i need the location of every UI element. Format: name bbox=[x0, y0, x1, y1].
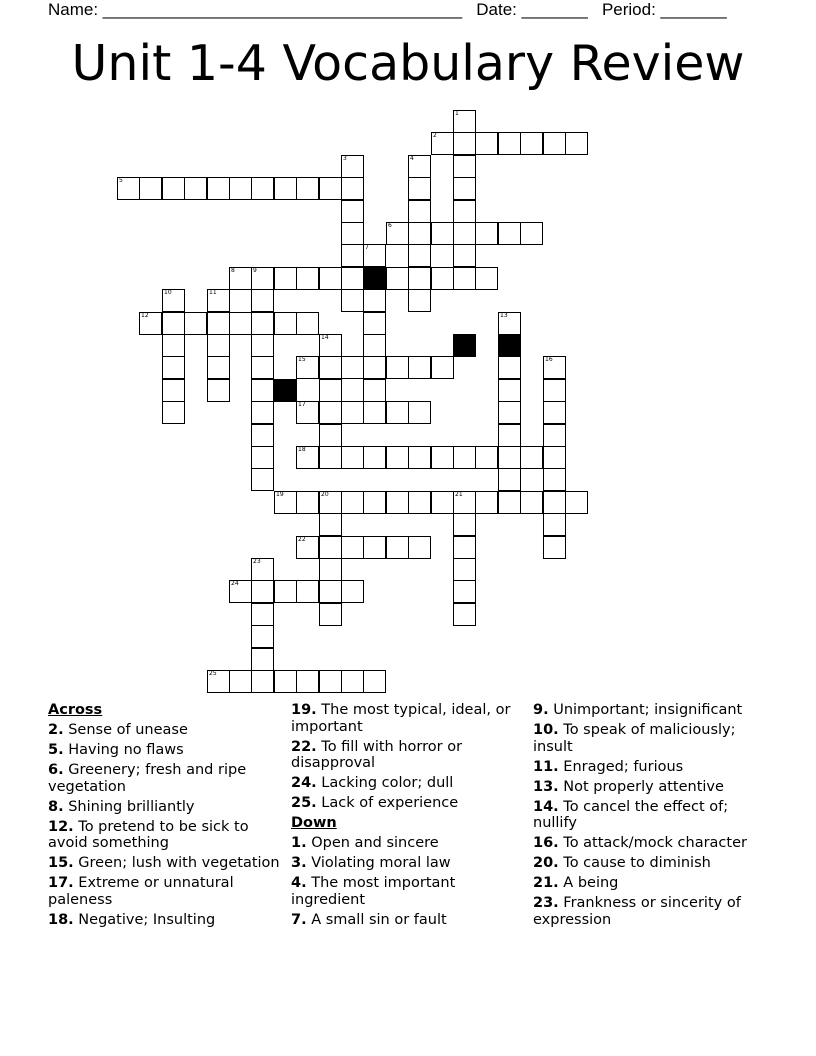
crossword-cell[interactable] bbox=[453, 200, 476, 223]
crossword-cell[interactable] bbox=[543, 536, 566, 559]
crossword-cell[interactable] bbox=[543, 356, 566, 379]
clue-across-6: 6. Greenery; fresh and ripe vegetation bbox=[48, 761, 247, 795]
crossword-cell[interactable] bbox=[431, 222, 454, 245]
crossword-cell[interactable] bbox=[498, 468, 521, 491]
crossword-cell[interactable] bbox=[341, 446, 364, 469]
crossword-cell[interactable] bbox=[386, 536, 409, 559]
crossword-cell[interactable] bbox=[543, 468, 566, 491]
crossword-cell[interactable] bbox=[139, 177, 162, 200]
crossword-cell[interactable] bbox=[498, 401, 521, 424]
crossword-cell[interactable] bbox=[296, 312, 319, 335]
crossword-cell[interactable] bbox=[229, 312, 252, 335]
crossword-cell[interactable] bbox=[363, 379, 386, 402]
crossword-cell[interactable] bbox=[520, 446, 543, 469]
clue-number: 7 bbox=[365, 244, 369, 251]
crossword-cell[interactable] bbox=[184, 177, 207, 200]
crossword-cell[interactable] bbox=[319, 513, 342, 536]
across-heading: Across bbox=[48, 702, 103, 718]
clue-number: 4 bbox=[410, 155, 414, 162]
crossword-cell[interactable] bbox=[296, 177, 319, 200]
crossword-block bbox=[453, 334, 476, 357]
crossword-cell[interactable] bbox=[386, 267, 409, 290]
clue-number: 19 bbox=[276, 491, 284, 498]
clue-down-14: 14. To cancel the effect of; nullify bbox=[533, 798, 729, 832]
crossword-cell[interactable] bbox=[251, 625, 274, 648]
crossword-cell[interactable] bbox=[565, 491, 588, 514]
crossword-cell[interactable] bbox=[475, 446, 498, 469]
crossword-cell[interactable] bbox=[274, 312, 297, 335]
clue-down-21: 21. A being bbox=[533, 875, 619, 892]
crossword-cell[interactable] bbox=[565, 132, 588, 155]
crossword-cell[interactable] bbox=[296, 401, 319, 424]
crossword-cell[interactable] bbox=[386, 446, 409, 469]
crossword-cell[interactable] bbox=[475, 491, 498, 514]
crossword-cell[interactable] bbox=[498, 424, 521, 447]
crossword-cell[interactable] bbox=[251, 177, 274, 200]
crossword-cell[interactable] bbox=[207, 177, 230, 200]
crossword-cell[interactable] bbox=[520, 222, 543, 245]
clue-number: 12 bbox=[141, 312, 149, 319]
crossword-cell[interactable] bbox=[274, 267, 297, 290]
clue-column-2 bbox=[291, 702, 519, 932]
crossword-cell[interactable] bbox=[520, 491, 543, 514]
crossword-cell[interactable] bbox=[498, 356, 521, 379]
crossword-cell[interactable] bbox=[229, 177, 252, 200]
clue-number: 9 bbox=[253, 267, 257, 274]
crossword-cell[interactable] bbox=[408, 244, 431, 267]
crossword-cell[interactable] bbox=[274, 491, 297, 514]
clue-down-10: 10. To speak of maliciously; insult bbox=[533, 721, 736, 755]
crossword-cell[interactable] bbox=[453, 491, 476, 514]
page-title: Unit 1-4 Vocabulary Review bbox=[71, 35, 745, 92]
crossword-cell[interactable] bbox=[319, 580, 342, 603]
crossword-cell[interactable] bbox=[319, 267, 342, 290]
crossword-cell[interactable] bbox=[162, 312, 185, 335]
crossword-cell[interactable] bbox=[207, 670, 230, 693]
crossword-cell[interactable] bbox=[408, 200, 431, 223]
clue-number: 3 bbox=[343, 155, 347, 162]
clue-number: 25 bbox=[209, 670, 217, 677]
crossword-cell[interactable] bbox=[475, 267, 498, 290]
clue-down-11: 11. Enraged; furious bbox=[533, 758, 684, 775]
crossword-cell[interactable] bbox=[408, 356, 431, 379]
clue-number: 8 bbox=[231, 267, 235, 274]
clue-number: 18 bbox=[298, 446, 306, 453]
crossword-cell[interactable] bbox=[251, 379, 274, 402]
crossword-cell[interactable] bbox=[408, 267, 431, 290]
crossword-cell[interactable] bbox=[319, 491, 342, 514]
crossword-cell[interactable] bbox=[229, 670, 252, 693]
clue-down-9: 9. Unimportant; insignificant bbox=[533, 702, 743, 718]
crossword-cell[interactable] bbox=[543, 446, 566, 469]
crossword-cell[interactable] bbox=[543, 491, 566, 514]
crossword-cell[interactable] bbox=[408, 536, 431, 559]
crossword-cell[interactable] bbox=[453, 155, 476, 178]
crossword-cell[interactable] bbox=[408, 491, 431, 514]
crossword-cell[interactable] bbox=[408, 155, 431, 178]
crossword-cell[interactable] bbox=[184, 312, 207, 335]
clue-number: 22 bbox=[298, 536, 306, 543]
crossword-cell[interactable] bbox=[363, 312, 386, 335]
crossword-cell[interactable] bbox=[251, 468, 274, 491]
crossword-cell[interactable] bbox=[453, 513, 476, 536]
clue-across-22: 22. To fill with horror or disapproval bbox=[291, 738, 463, 772]
crossword-cell[interactable] bbox=[453, 603, 476, 626]
clue-across-24: 24. Lacking color; dull bbox=[291, 775, 454, 792]
crossword-cell[interactable] bbox=[475, 132, 498, 155]
crossword-cell[interactable] bbox=[341, 401, 364, 424]
crossword-cell[interactable] bbox=[341, 580, 364, 603]
crossword-cell[interactable] bbox=[363, 289, 386, 312]
crossword-cell[interactable] bbox=[296, 446, 319, 469]
crossword-cell[interactable] bbox=[341, 267, 364, 290]
clue-number: 23 bbox=[253, 558, 261, 565]
clue-down-3: 3. Violating moral law bbox=[291, 855, 451, 872]
crossword-cell[interactable] bbox=[251, 334, 274, 357]
crossword-cell[interactable] bbox=[363, 244, 386, 267]
crossword-cell[interactable] bbox=[296, 580, 319, 603]
clue-column-1 bbox=[48, 702, 280, 932]
crossword-cell[interactable] bbox=[498, 132, 521, 155]
clue-across-25: 25. Lack of experience bbox=[291, 795, 459, 812]
crossword-cell[interactable] bbox=[341, 491, 364, 514]
crossword-cell[interactable] bbox=[229, 267, 252, 290]
crossword-cell[interactable] bbox=[341, 289, 364, 312]
crossword-cell[interactable] bbox=[319, 401, 342, 424]
clue-down-4: 4. The most important ingredient bbox=[291, 875, 456, 908]
crossword-cell[interactable] bbox=[408, 289, 431, 312]
crossword-cell[interactable] bbox=[363, 334, 386, 357]
clue-across-8: 8. Shining brilliantly bbox=[48, 798, 195, 815]
down-heading: Down bbox=[291, 815, 337, 832]
crossword-cell[interactable] bbox=[363, 356, 386, 379]
crossword-cell[interactable] bbox=[498, 446, 521, 469]
crossword-cell[interactable] bbox=[319, 356, 342, 379]
clue-number: 13 bbox=[500, 312, 508, 319]
crossword-cell[interactable] bbox=[453, 446, 476, 469]
crossword-cell[interactable] bbox=[117, 177, 140, 200]
crossword-cell[interactable] bbox=[207, 312, 230, 335]
crossword-cell[interactable] bbox=[319, 536, 342, 559]
clue-across-12: 12. To pretend to be sick to avoid something bbox=[48, 818, 249, 852]
crossword-cell[interactable] bbox=[453, 267, 476, 290]
crossword-cell[interactable] bbox=[341, 670, 364, 693]
crossword-cell[interactable] bbox=[251, 558, 274, 581]
crossword-cell[interactable] bbox=[498, 379, 521, 402]
crossword-cell[interactable] bbox=[207, 379, 230, 402]
crossword-cell[interactable] bbox=[363, 446, 386, 469]
crossword-cell[interactable] bbox=[386, 222, 409, 245]
crossword-cell[interactable] bbox=[251, 424, 274, 447]
crossword-cell[interactable] bbox=[520, 132, 543, 155]
student-info-line[interactable]: Name: ______________________________________ Date: _______ Period: _______ bbox=[48, 0, 727, 19]
crossword-cell[interactable] bbox=[386, 401, 409, 424]
crossword-cell[interactable] bbox=[386, 356, 409, 379]
crossword-block bbox=[498, 334, 521, 357]
crossword-cell[interactable] bbox=[251, 312, 274, 335]
crossword-cell[interactable] bbox=[475, 222, 498, 245]
crossword-cell[interactable] bbox=[319, 446, 342, 469]
crossword-cell[interactable] bbox=[543, 132, 566, 155]
crossword-cell[interactable] bbox=[431, 267, 454, 290]
crossword-cell[interactable] bbox=[453, 222, 476, 245]
clue-number: 5 bbox=[119, 177, 123, 184]
crossword-cell[interactable] bbox=[251, 446, 274, 469]
crossword-cell[interactable] bbox=[498, 312, 521, 335]
crossword-block bbox=[363, 267, 386, 290]
clue-number: 6 bbox=[388, 222, 392, 229]
crossword-cell[interactable] bbox=[162, 401, 185, 424]
crossword-cell[interactable] bbox=[251, 648, 274, 671]
crossword-cell[interactable] bbox=[207, 334, 230, 357]
crossword-cell[interactable] bbox=[453, 536, 476, 559]
crossword-cell[interactable] bbox=[363, 401, 386, 424]
crossword-cell[interactable] bbox=[543, 424, 566, 447]
crossword-cell[interactable] bbox=[386, 491, 409, 514]
crossword-cell[interactable] bbox=[251, 289, 274, 312]
crossword-cell[interactable] bbox=[431, 491, 454, 514]
crossword-cell[interactable] bbox=[162, 289, 185, 312]
crossword-cell[interactable] bbox=[341, 222, 364, 245]
crossword-cell[interactable] bbox=[341, 200, 364, 223]
crossword-cell[interactable] bbox=[363, 536, 386, 559]
crossword-cell[interactable] bbox=[408, 177, 431, 200]
clue-down-23: 23. Frankness or sincerity of expression bbox=[533, 895, 741, 928]
clue-across-17: 17. Extreme or unnatural paleness bbox=[48, 875, 234, 908]
crossword-cell[interactable] bbox=[498, 222, 521, 245]
crossword-cell[interactable] bbox=[139, 312, 162, 335]
crossword-cell[interactable] bbox=[162, 379, 185, 402]
crossword-cell[interactable] bbox=[498, 491, 521, 514]
crossword-cell[interactable] bbox=[319, 603, 342, 626]
crossword-cell[interactable] bbox=[363, 670, 386, 693]
crossword-cell[interactable] bbox=[543, 513, 566, 536]
clue-number: 15 bbox=[298, 356, 306, 363]
crossword-cell[interactable] bbox=[251, 603, 274, 626]
crossword-cell[interactable] bbox=[251, 267, 274, 290]
crossword-cell[interactable] bbox=[431, 446, 454, 469]
crossword-cell[interactable] bbox=[408, 222, 431, 245]
crossword-cell[interactable] bbox=[319, 558, 342, 581]
crossword-cell[interactable] bbox=[274, 670, 297, 693]
crossword-cell[interactable] bbox=[431, 132, 454, 155]
crossword-cell[interactable] bbox=[408, 401, 431, 424]
clue-number: 24 bbox=[231, 580, 239, 587]
crossword-cell[interactable] bbox=[453, 580, 476, 603]
clue-number: 17 bbox=[298, 401, 306, 408]
clue-down-7: 7. A small sin or fault bbox=[291, 911, 447, 928]
crossword-cell[interactable] bbox=[296, 267, 319, 290]
clue-across-5: 5. Having no flaws bbox=[48, 741, 184, 758]
clue-number: 2 bbox=[433, 132, 437, 139]
crossword-block bbox=[274, 379, 297, 402]
crossword-cell[interactable] bbox=[341, 536, 364, 559]
crossword-cell[interactable] bbox=[453, 132, 476, 155]
crossword-cell[interactable] bbox=[162, 356, 185, 379]
crossword-cell[interactable] bbox=[543, 379, 566, 402]
crossword-cell[interactable] bbox=[296, 536, 319, 559]
clue-across-19: 19. The most typical, ideal, or important bbox=[291, 702, 511, 735]
crossword-cell[interactable] bbox=[341, 356, 364, 379]
clue-across-15: 15. Green; lush with vegetation bbox=[48, 855, 280, 872]
crossword-cell[interactable] bbox=[341, 155, 364, 178]
crossword-cell[interactable] bbox=[207, 289, 230, 312]
crossword-cell[interactable] bbox=[453, 558, 476, 581]
clue-down-16: 16. To attack/mock character bbox=[533, 835, 747, 852]
clue-column-3 bbox=[533, 702, 773, 932]
clue-number: 10 bbox=[164, 289, 172, 296]
crossword-cell[interactable] bbox=[319, 379, 342, 402]
crossword-cell[interactable] bbox=[319, 334, 342, 357]
crossword-cell[interactable] bbox=[453, 177, 476, 200]
crossword-cell[interactable] bbox=[408, 446, 431, 469]
crossword-cell[interactable] bbox=[319, 177, 342, 200]
clue-down-20: 20. To cause to diminish bbox=[533, 855, 711, 872]
clue-number: 21 bbox=[455, 491, 463, 498]
crossword-cell[interactable] bbox=[453, 244, 476, 267]
crossword-cell[interactable] bbox=[274, 580, 297, 603]
clue-number: 14 bbox=[321, 334, 329, 341]
crossword-cell[interactable] bbox=[251, 580, 274, 603]
crossword-cell[interactable] bbox=[341, 177, 364, 200]
crossword-cell[interactable] bbox=[296, 491, 319, 514]
crossword-cell[interactable] bbox=[543, 401, 566, 424]
clue-down-13: 13. Not properly attentive bbox=[533, 778, 724, 795]
crossword-cell[interactable] bbox=[274, 177, 297, 200]
crossword-cell[interactable] bbox=[363, 491, 386, 514]
crossword-cell[interactable] bbox=[319, 670, 342, 693]
crossword-cell[interactable] bbox=[251, 401, 274, 424]
crossword-cell[interactable] bbox=[162, 334, 185, 357]
crossword-cell[interactable] bbox=[251, 356, 274, 379]
crossword-cell[interactable] bbox=[251, 670, 274, 693]
crossword-cell[interactable] bbox=[162, 177, 185, 200]
crossword-cell[interactable] bbox=[296, 356, 319, 379]
clue-number: 1 bbox=[455, 110, 459, 117]
crossword-cell[interactable] bbox=[341, 244, 364, 267]
clue-number: 20 bbox=[321, 491, 329, 498]
crossword-cell[interactable] bbox=[296, 670, 319, 693]
crossword-cell[interactable] bbox=[431, 356, 454, 379]
clue-number: 11 bbox=[209, 289, 217, 296]
crossword-cell[interactable] bbox=[319, 424, 342, 447]
clue-across-18: 18. Negative; Insulting bbox=[48, 911, 216, 928]
crossword-cell[interactable] bbox=[229, 580, 252, 603]
clue-down-1: 1. Open and sincere bbox=[291, 835, 439, 852]
crossword-cell[interactable] bbox=[207, 356, 230, 379]
crossword-cell[interactable] bbox=[453, 110, 476, 133]
clue-number: 16 bbox=[545, 356, 553, 363]
clue-across-2: 2. Sense of unease bbox=[48, 721, 188, 738]
